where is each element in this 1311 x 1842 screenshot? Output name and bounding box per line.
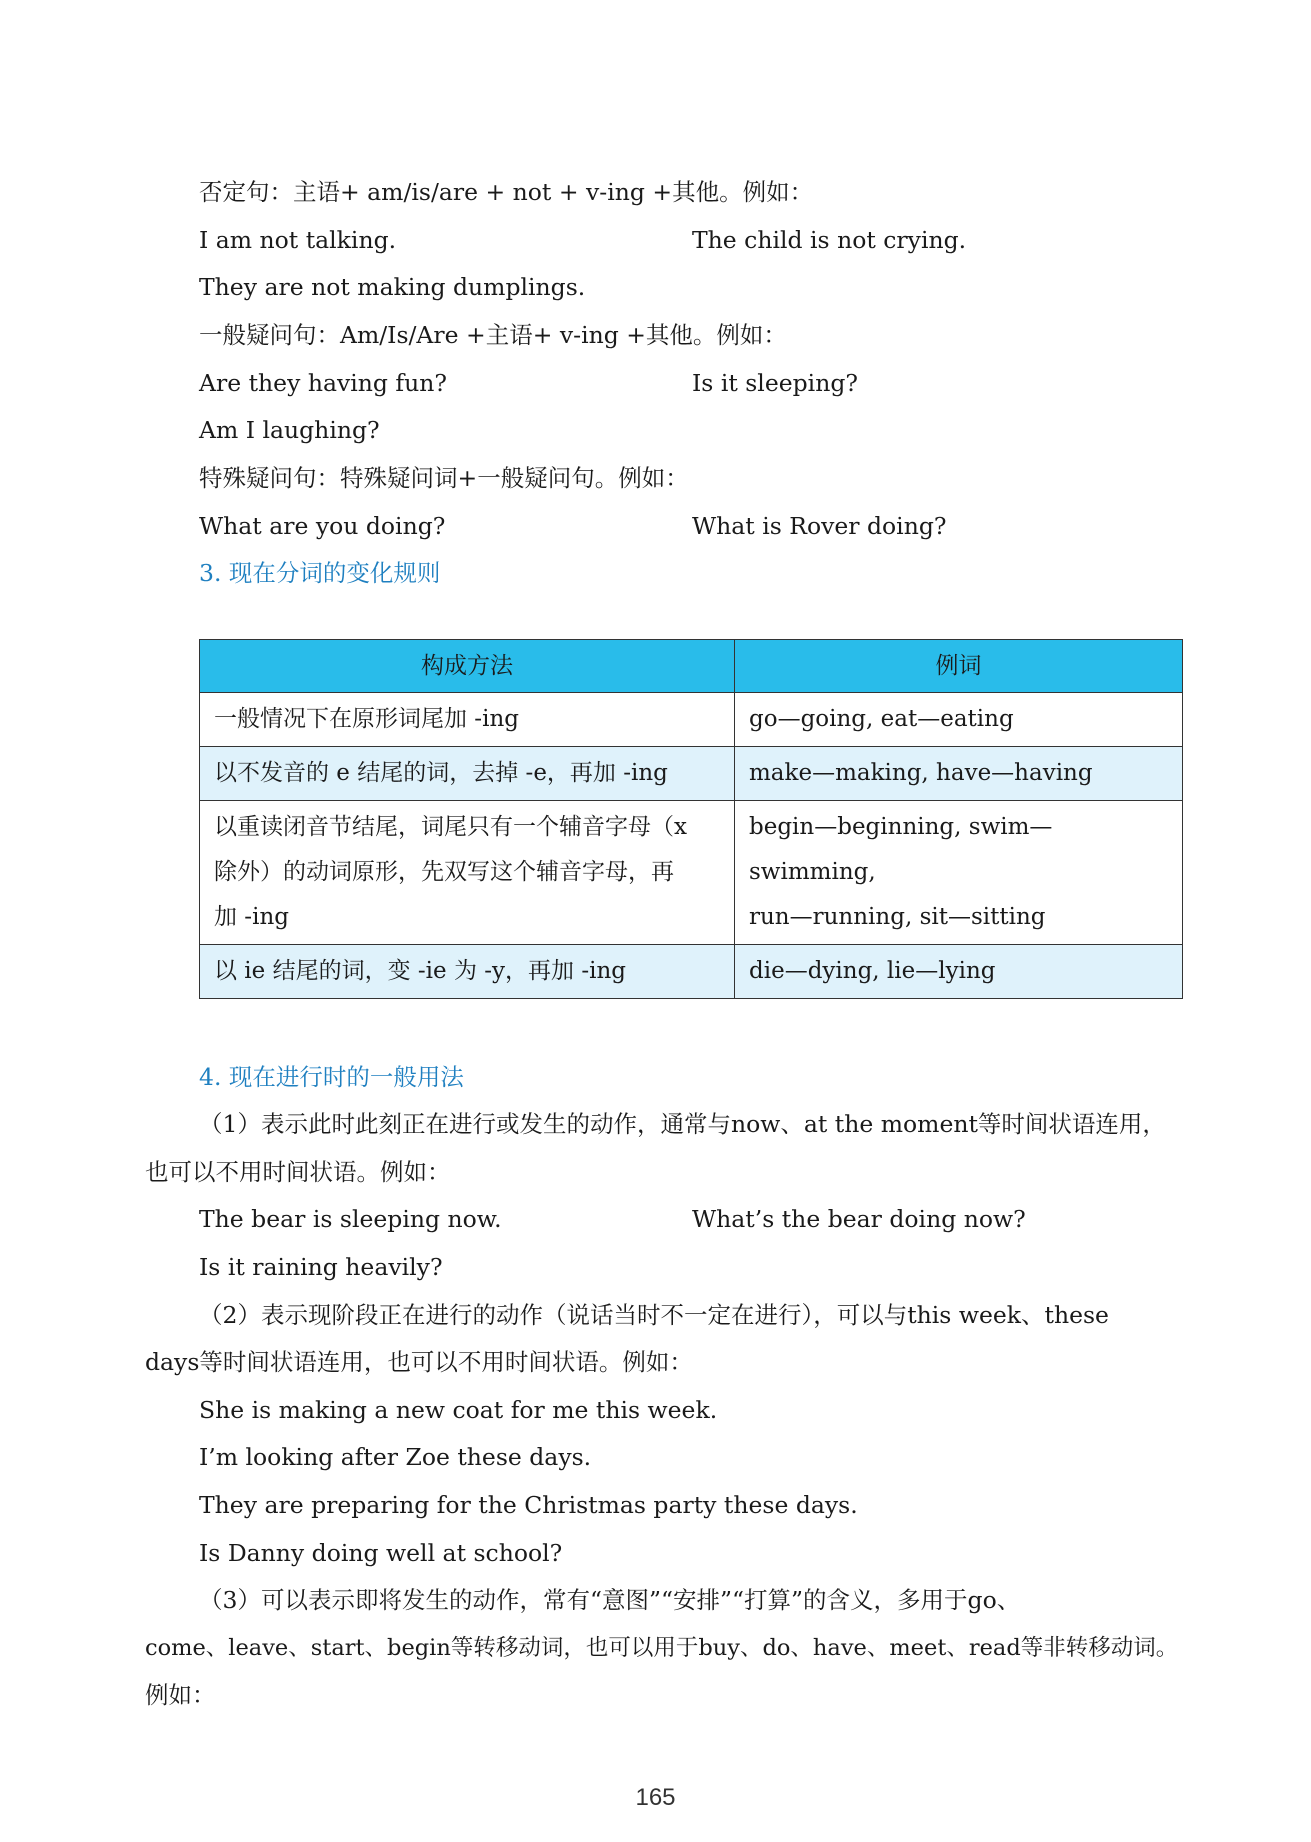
table-row [200, 747, 1183, 801]
negative-sentence-rule: 否定句：主语+ am/is/are + not + v-ing +其他。例如： [199, 178, 814, 206]
wh-question-rule: 特殊疑问句：特殊疑问词+一般疑问句。例如： [199, 464, 689, 492]
usage-3-paragraph: 例如： [145, 1681, 216, 1709]
question-example: Are they having fun? [199, 369, 447, 397]
usage-2-example: I’m looking after Zoe these days. [199, 1443, 592, 1471]
method-cell-line: 以重读闭音节结尾，词尾只有一个辅音字母（x [214, 814, 687, 840]
usage-1-example: The bear is sleeping now. [199, 1205, 502, 1233]
usage-2-paragraph: （2）表示现阶段正在进行的动作（说话当时不一定在进行），可以与this week、these [199, 1301, 1109, 1329]
usage-1-example: What’s the bear doing now? [692, 1205, 1026, 1233]
method-cell [200, 801, 735, 945]
example-cell: make—making, have—having [735, 747, 1183, 801]
example-cell: die—dying, lie—lying [735, 945, 1183, 999]
example-cell [735, 801, 1183, 945]
yes-no-question-rule: 一般疑问句：Am/Is/Are +主语+ v-ing +其他。例如： [199, 321, 787, 349]
question-example: Am I laughing? [199, 416, 380, 444]
wh-question-example: What are you doing? [199, 512, 446, 540]
negative-example: They are not making dumplings. [199, 273, 586, 301]
table-header-example: 例词 [735, 640, 1183, 693]
negative-example: I am not talking. [199, 226, 397, 254]
section-4-heading: 4. 现在进行时的一般用法 [199, 1063, 464, 1091]
method-cell-line: 加 -ing [214, 904, 289, 930]
usage-3-paragraph: （3）可以表示即将发生的动作，常有“意图”“安排”“打算”的含义，多用于go、 [199, 1586, 1021, 1614]
example-cell-line: begin—beginning, swim—swimming, [749, 814, 1053, 885]
usage-2-example: They are preparing for the Christmas party these days. [199, 1491, 858, 1519]
usage-2-example: Is Danny doing well at school? [199, 1539, 563, 1567]
method-cell: 一般情况下在原形词尾加 -ing [200, 693, 735, 747]
table-row [200, 945, 1183, 999]
usage-3-paragraph: come、leave、start、begin等转移动词，也可以用于buy、do、have、meet、read等非转移动词。 [145, 1635, 1179, 1661]
page-number: 165 [635, 1784, 676, 1811]
usage-2-paragraph: days等时间状语连用，也可以不用时间状语。例如： [145, 1348, 693, 1376]
usage-1-paragraph: （1）表示此时此刻正在进行或发生的动作，通常与now、at the moment等时间状语连用， [199, 1110, 1166, 1138]
method-cell: 以不发音的 e 结尾的词，去掉 -e，再加 -ing [200, 747, 735, 801]
method-cell-line: 除外）的动词原形，先双写这个辅音字母，再 [214, 859, 674, 885]
usage-2-example: She is making a new coat for me this week. [199, 1396, 718, 1424]
wh-question-example: What is Rover doing? [692, 512, 947, 540]
table-header-method: 构成方法 [200, 640, 735, 693]
method-cell: 以 ie 结尾的词，变 -ie 为 -y，再加 -ing [200, 945, 735, 999]
negative-example: The child is not crying. [692, 226, 967, 254]
example-cell-line: run—running, sit—sitting [749, 904, 1046, 930]
section-3-heading: 3. 现在分词的变化规则 [199, 559, 441, 587]
example-cell: go—going, eat—eating [735, 693, 1183, 747]
question-example: Is it sleeping? [692, 369, 858, 397]
table-row [200, 801, 1183, 945]
table-row [200, 693, 1183, 747]
usage-1-paragraph: 也可以不用时间状语。例如： [145, 1158, 451, 1186]
present-participle-rules-table [199, 639, 1183, 999]
usage-1-example: Is it raining heavily? [199, 1253, 443, 1281]
